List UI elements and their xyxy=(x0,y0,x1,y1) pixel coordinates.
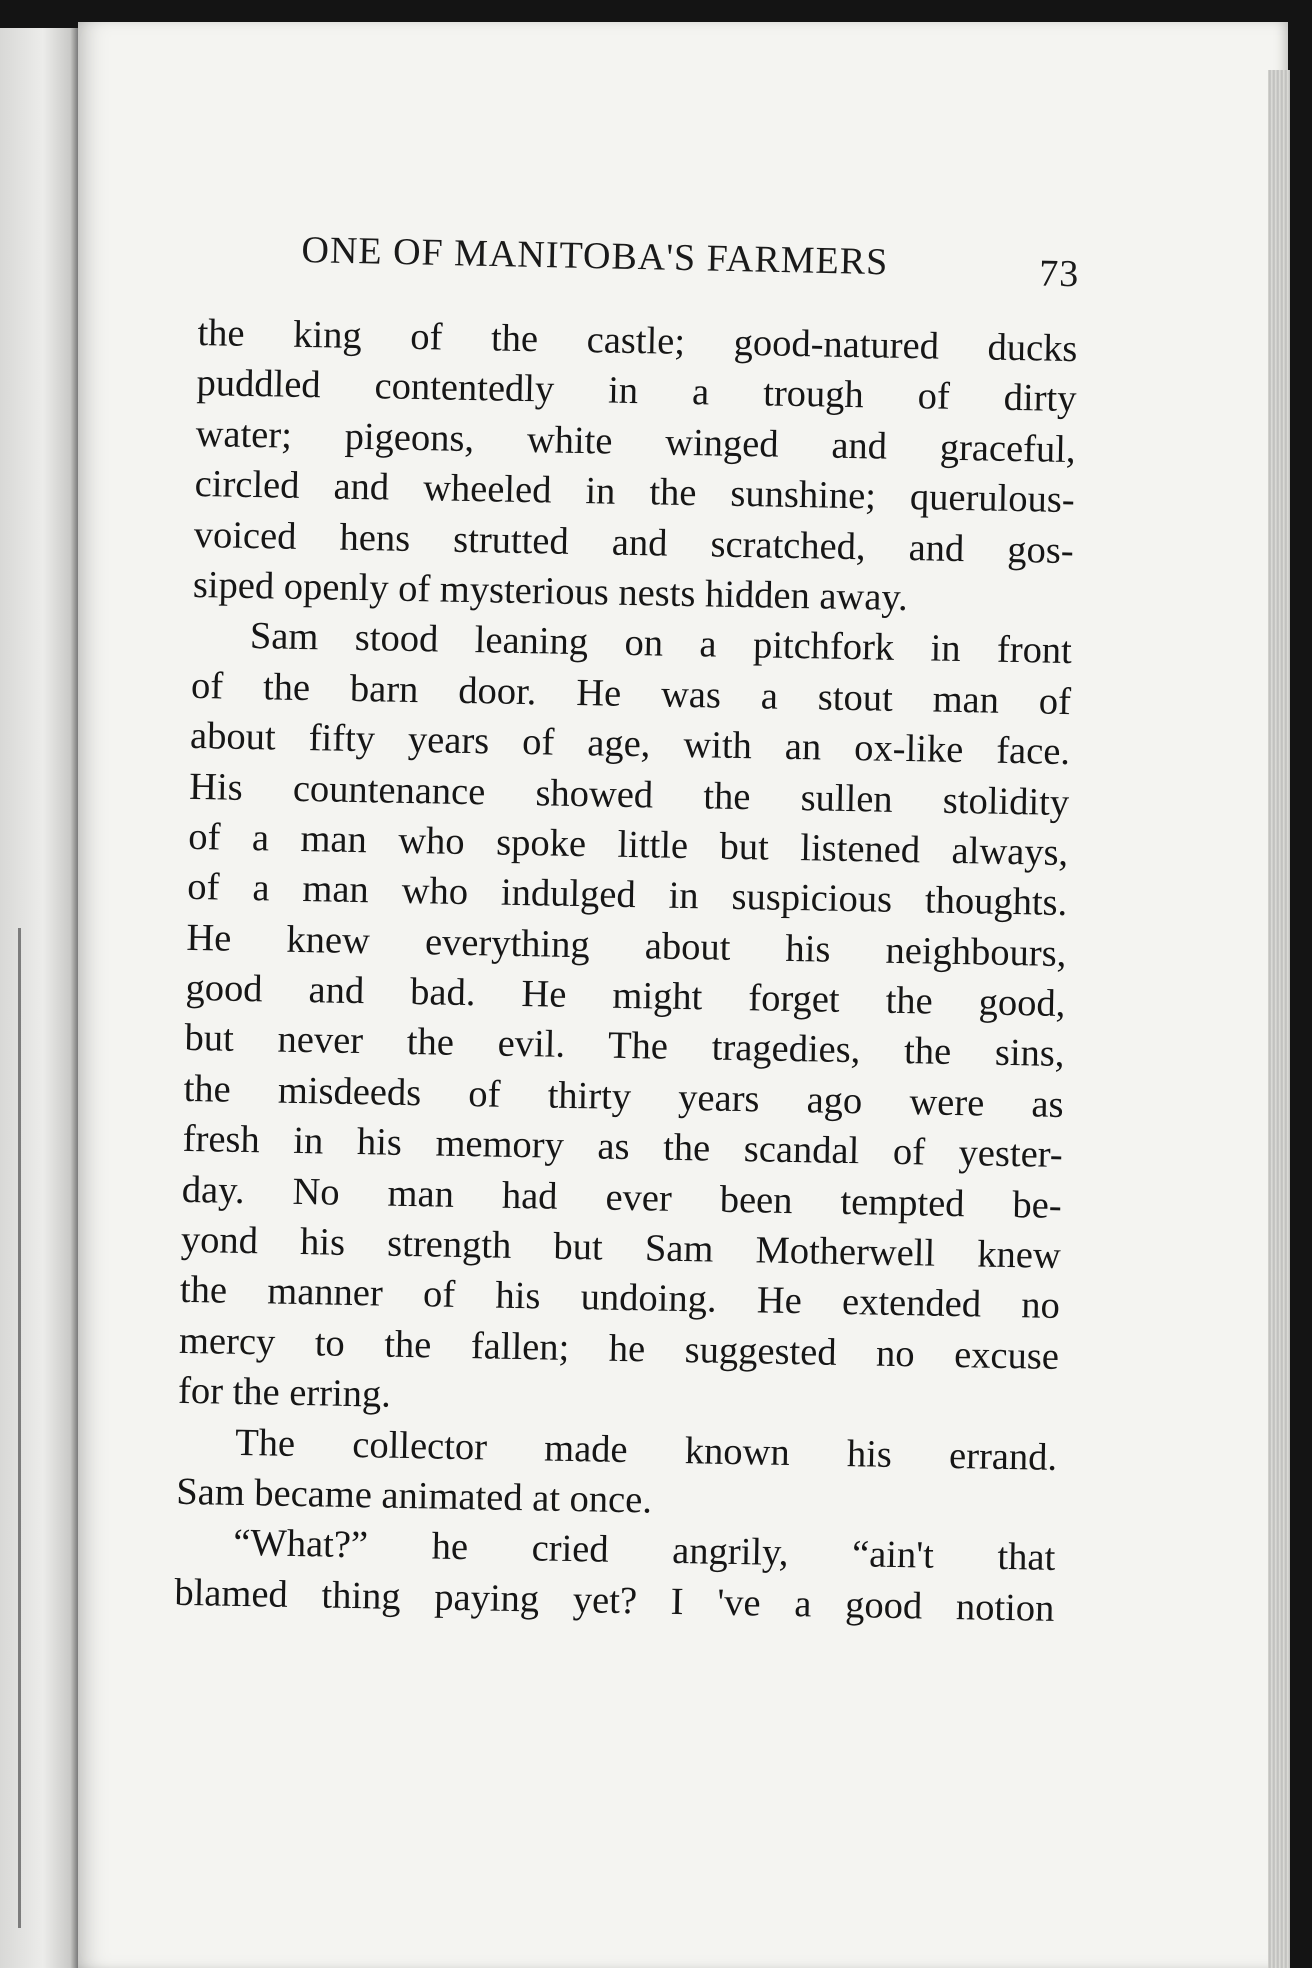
page-number: 73 xyxy=(1038,252,1080,296)
text-line: of a man who indulged in suspicious thoughts. xyxy=(186,866,1068,925)
text-line: fresh in his memory as the scandal of yester- xyxy=(182,1118,1064,1177)
page-stack-edge xyxy=(1268,70,1290,1968)
running-head-title: ONE OF MANITOBA'S FARMERS xyxy=(301,228,889,284)
text-line: of the barn door. He was a stout man of xyxy=(190,664,1072,723)
text-line: but never the evil. The tragedies, the sins, xyxy=(184,1017,1065,1076)
text-line: for the erring. xyxy=(177,1370,392,1416)
text-line: Sam became animated at once. xyxy=(175,1470,653,1522)
text-line: “What?” he cried angrily, “ain't that xyxy=(232,1522,1056,1580)
text-line: blamed thing paying yet? I 've a good notion xyxy=(174,1571,1055,1630)
text-line: water; pigeons, white winged and graceful, xyxy=(195,412,1076,471)
text-line: the king of the castle; good-natured ducks xyxy=(197,311,1078,371)
text-line: puddled contentedly in a trough of dirty xyxy=(196,362,1077,421)
text-line: of a man who spoke little but listened always, xyxy=(187,815,1069,874)
text-line: day. No man had ever been tempted be- xyxy=(181,1168,1063,1227)
text-line: yond his strength but Sam Motherwell knew xyxy=(180,1218,1062,1277)
text-line: mercy to the fallen; he suggested no excuse xyxy=(178,1319,1060,1378)
text-line: circled and wheeled in the sunshine; querulous- xyxy=(194,463,1076,522)
text-line: Sam stood leaning on a pitchfork in front xyxy=(249,615,1073,673)
text-line: He knew everything about his neighbours, xyxy=(186,916,1067,975)
text-line: good and bad. He might forget the good, xyxy=(185,966,1066,1026)
text-line: the misdeeds of thirty years ago were as xyxy=(183,1067,1064,1126)
text-line: The collector made known his errand. xyxy=(234,1421,1058,1479)
facing-page-edge xyxy=(0,28,78,1968)
text-line: siped openly of mysterious nests hidden away. xyxy=(192,563,909,620)
body-text xyxy=(174,308,1078,1634)
text-line: voiced hens strutted and scratched, and gos- xyxy=(193,513,1075,572)
text-line: about fifty years of age, with an ox-like face. xyxy=(189,715,1071,774)
text-line: His countenance showed the sullen stolidity xyxy=(188,765,1070,824)
text-line: the manner of his undoing. He extended no xyxy=(179,1269,1061,1328)
